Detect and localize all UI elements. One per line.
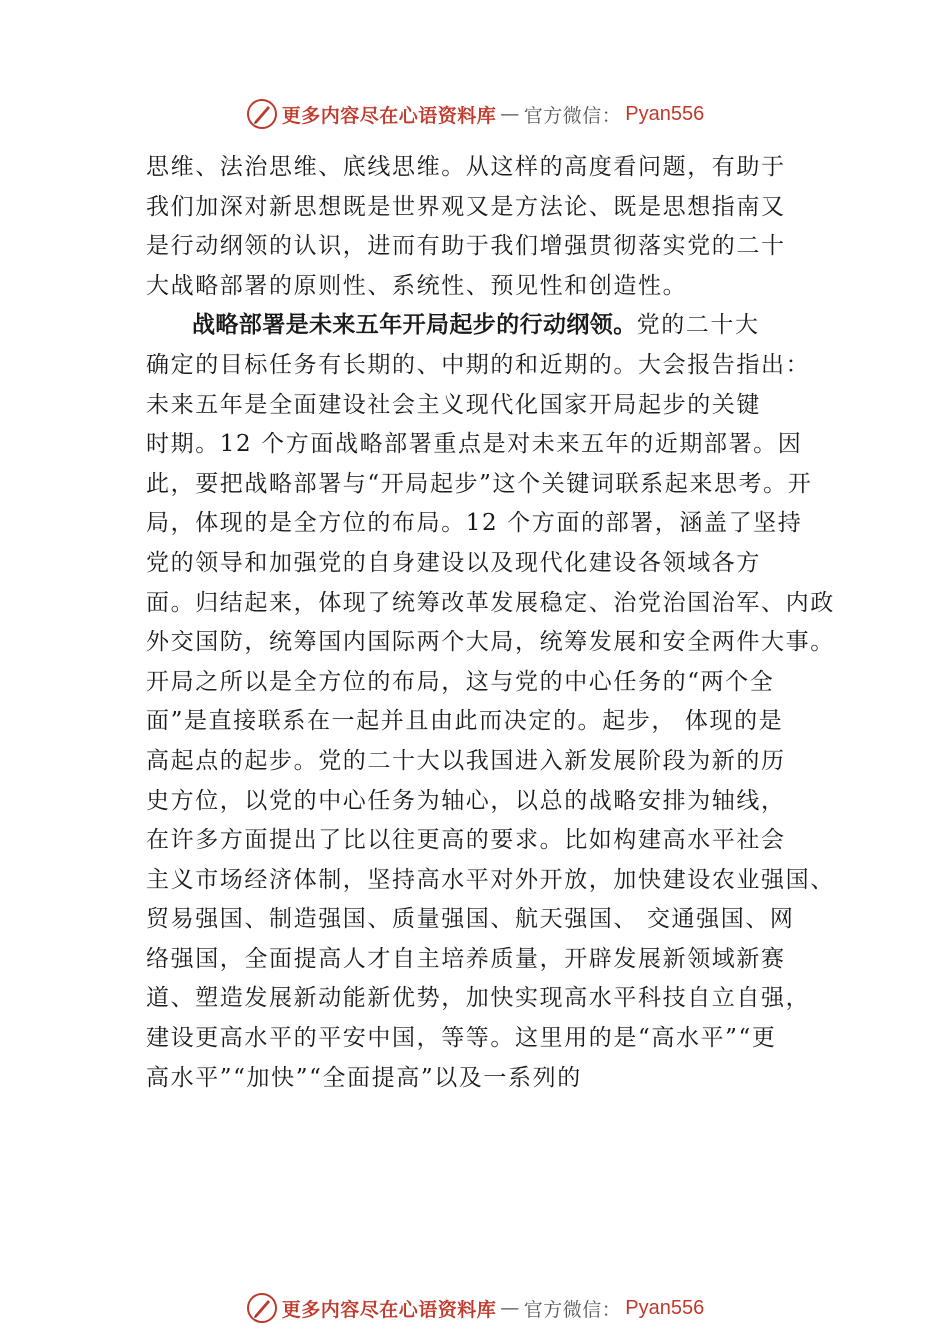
text-run: 党的二十大 (636, 312, 760, 339)
watermark-account-label: 官方微信： (523, 1298, 622, 1321)
text-line: 面”是直接联系在一起并且由此而决定的。起步， 体现的是 (146, 708, 784, 735)
paragraph-2-first-line (146, 306, 836, 346)
text-line: 高水平”“加快”“全面提高”以及一系列的 (146, 1064, 582, 1091)
quill-logo-icon (246, 1292, 278, 1324)
quill-logo-icon (246, 98, 278, 130)
header-watermark (0, 96, 950, 132)
text-line: 确定的目标任务有长期的、中期的和近期的。大会报告指出： (146, 351, 811, 378)
paragraph-2 (146, 306, 836, 1098)
text-line: 主义市场经济体制，坚持高水平对外开放，加快建设农业强国、 (146, 866, 835, 893)
watermark-account-id: Pyan556 (625, 1296, 705, 1319)
footer-watermark (0, 1290, 950, 1326)
paragraph-1 (146, 148, 836, 306)
watermark-brand: 更多内容尽在心语资料库 (281, 1298, 497, 1321)
text-line: 开局之所以是全方位的布局，这与党的中心任务的“两个全 (146, 668, 775, 695)
text-line: 络强国，全面提高人才自主培养质量，开辟发展新领域新赛 (146, 945, 786, 972)
watermark-separator: — (500, 1297, 520, 1319)
text-line: 我们加深对新思想既是世界观又是方法论、既是思想指南又 (146, 193, 786, 220)
text-line: 贸易强国、制造强国、质量强国、航天强国、 交通强国、网 (146, 906, 795, 933)
watermark-brand: 更多内容尽在心语资料库 (281, 104, 497, 127)
text-line: 高起点的起步。党的二十大以我国进入新发展阶段为新的历 (146, 747, 786, 774)
text-line: 外交国防，统筹国内国际两个大局，统筹发展和安全两件大事。 (146, 629, 835, 656)
text-line: 时期。12 个方面战略部署重点是对未来五年的近期部署。因 (146, 431, 803, 458)
text-line: 思维、法治思维、底线思维。从这样的高度看问题，有助于 (146, 154, 786, 180)
text-line: 在许多方面提出了比以往更高的要求。比如构建高水平社会 (146, 827, 786, 854)
document-body (146, 148, 836, 1098)
text-line: 是行动纲领的认识，进而有助于我们增强贯彻落实党的二十 (146, 233, 786, 260)
text-line: 大战略部署的原则性、系统性、预见性和创造性。 (146, 272, 688, 299)
text-line: 史方位，以党的中心任务为轴心，以总的战略安排为轴线， (146, 787, 786, 814)
text-line: 局，体现的是全方位的布局。12 个方面的部署，涵盖了坚持 (146, 510, 803, 537)
watermark-account-label: 官方微信： (523, 104, 622, 127)
text-line: 未来五年是全面建设社会主义现代化国家开局起步的关键 (146, 391, 761, 418)
text-line: 党的领导和加强党的自身建设以及现代化建设各领域各方 (146, 549, 761, 576)
text-line: 此，要把战略部署与“开局起步”这个关键词联系起来思考。开 (146, 470, 813, 497)
watermark-separator: — (500, 103, 520, 125)
text-line: 建设更高水平的平安中国，等等。这里用的是“高水平”“更 (146, 1025, 777, 1052)
text-line: 道、塑造发展新动能新优势，加快实现高水平科技自立自强， (146, 985, 811, 1012)
section-heading: 战略部署是未来五年开局起步的行动纲领。 (192, 312, 637, 339)
text-line: 面。归结起来，体现了统筹改革发展稳定、治党治国治军、内政 (146, 589, 835, 616)
watermark-account-id: Pyan556 (625, 102, 705, 125)
